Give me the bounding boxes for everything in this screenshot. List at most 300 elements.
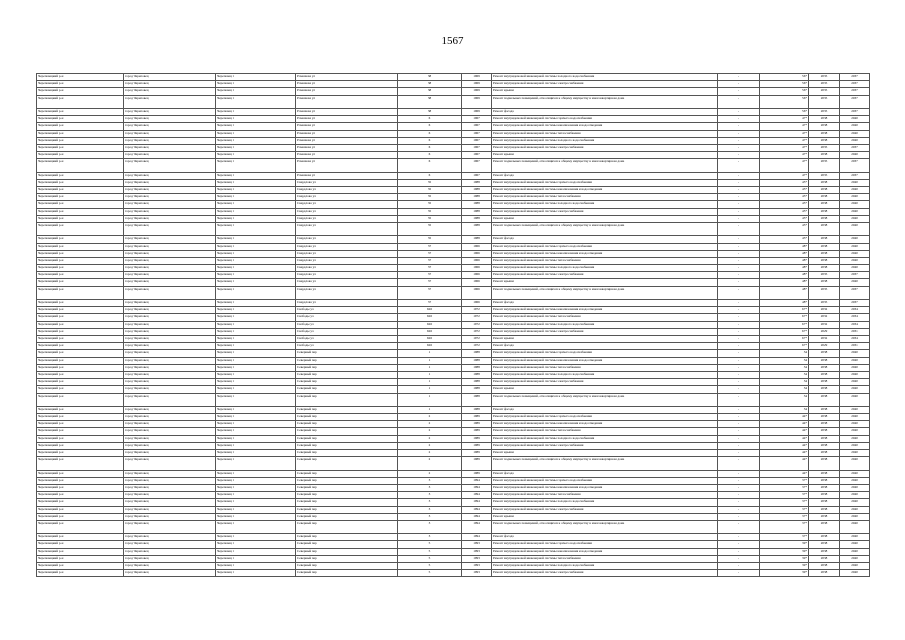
cell-build-year: 1994 — [462, 513, 492, 520]
cell-year-to: 2037 — [840, 144, 870, 151]
cell-year-from: 2038 — [809, 492, 840, 499]
cell-municipality: город Череповец — [124, 215, 216, 222]
cell-settlement: Череповец г — [216, 81, 296, 88]
cell-work-type: Ремонт внутридомовой инженерной системы холодного водоснабжения — [492, 499, 718, 506]
table-row — [37, 520, 870, 533]
cell-street: Свердлова ул — [296, 187, 398, 194]
cell-wear: 45* — [760, 236, 809, 243]
cell-settlement: Череповец г — [216, 172, 296, 179]
cell-house-number: 3 — [398, 499, 462, 506]
table-row — [37, 442, 870, 449]
cell-year-to: 2040 — [840, 379, 870, 386]
cell-work-type: Ремонт внутридомовой инженерной системы холодного водоснабжения — [492, 563, 718, 570]
cell-work-type: Ремонт внутридомовой инженерной системы холодного водоснабжения — [492, 371, 718, 378]
cell-settlement: Череповец г — [216, 406, 296, 413]
cell-year-from: 2038 — [809, 541, 840, 548]
cell-work-type: Ремонт внутридомовой инженерной системы электроснабжения — [492, 144, 718, 151]
cell-dash: - — [718, 208, 760, 215]
cell-year-to: 2040 — [840, 506, 870, 513]
cell-street: Свободы ул — [296, 336, 398, 343]
table-row — [37, 548, 870, 555]
cell-house-number: 1 — [398, 406, 462, 413]
cell-work-type: Ремонт подвальных помещений, относящихся к общему имуществу в многоквартирном доме — [492, 393, 718, 406]
table-row — [37, 379, 870, 386]
cell-wear: 48* — [760, 300, 809, 307]
cell-year-from: 2038 — [809, 208, 840, 215]
cell-municipality: город Череповец — [124, 470, 216, 477]
cell-year-to: 2031 — [840, 343, 870, 350]
table-row — [37, 137, 870, 144]
cell-municipality: город Череповец — [124, 457, 216, 470]
cell-year-from: 2035 — [809, 286, 840, 299]
cell-year-to: 2040 — [840, 435, 870, 442]
cell-year-from: 2032 — [809, 307, 840, 314]
cell-district: Череповецкий р-н — [37, 201, 124, 208]
cell-build-year: 1969 — [462, 88, 492, 95]
cell-settlement: Череповец г — [216, 272, 296, 279]
table-row — [37, 414, 870, 421]
cell-year-to: 2037 — [840, 300, 870, 307]
cell-build-year: 1988 — [462, 222, 492, 235]
cell-house-number: 6 — [398, 137, 462, 144]
table-row — [37, 108, 870, 115]
cell-municipality: город Череповец — [124, 108, 216, 115]
cell-work-type: Ремонт внутридомовой инженерной системы канализования и водоотведения — [492, 187, 718, 194]
table-row — [37, 74, 870, 81]
cell-dash: - — [718, 364, 760, 371]
cell-street: Северный пер — [296, 541, 398, 548]
cell-build-year: 1967 — [462, 152, 492, 159]
cell-street: Северный пер — [296, 555, 398, 562]
cell-year-to: 2040 — [840, 499, 870, 506]
cell-municipality: город Череповец — [124, 74, 216, 81]
cell-wear: 34 — [760, 371, 809, 378]
cell-district: Череповецкий р-н — [37, 144, 124, 151]
cell-build-year: 1993 — [462, 563, 492, 570]
cell-house-number: 6 — [398, 159, 462, 172]
cell-settlement: Череповец г — [216, 243, 296, 250]
cell-work-type: Ремонт внутридомовой инженерной системы холодного водоснабжения — [492, 321, 718, 328]
cell-dash: - — [718, 123, 760, 130]
cell-street: Северный пер — [296, 450, 398, 457]
cell-year-to: 2040 — [840, 450, 870, 457]
cell-dash: - — [718, 314, 760, 321]
cell-build-year: 1989 — [462, 421, 492, 428]
cell-work-type: Ремонт внутридомовой инженерной системы канализования и водоотведения — [492, 357, 718, 364]
cell-dash: - — [718, 279, 760, 286]
cell-dash: - — [718, 265, 760, 272]
cell-wear: 47* — [760, 159, 809, 172]
cell-year-to: 2040 — [840, 350, 870, 357]
table-row — [37, 350, 870, 357]
cell-settlement: Череповец г — [216, 116, 296, 123]
cell-municipality: город Череповец — [124, 555, 216, 562]
cell-year-from: 2038 — [809, 470, 840, 477]
cell-wear: 47* — [760, 144, 809, 151]
cell-house-number: 5 — [398, 563, 462, 570]
cell-street: Северный пер — [296, 421, 398, 428]
cell-wear: 44* — [760, 470, 809, 477]
cell-district: Череповецкий р-н — [37, 179, 124, 186]
cell-year-to: 2034 — [840, 336, 870, 343]
cell-municipality: город Череповец — [124, 286, 216, 299]
cell-build-year: 1988 — [462, 379, 492, 386]
cell-district: Череповецкий р-н — [37, 393, 124, 406]
cell-year-from: 2038 — [809, 534, 840, 541]
cell-work-type: Ремонт крыши — [492, 88, 718, 95]
cell-dash: - — [718, 477, 760, 484]
cell-house-number: 1 — [398, 364, 462, 371]
cell-municipality: город Череповец — [124, 513, 216, 520]
cell-street: Свободы ул — [296, 328, 398, 335]
cell-year-to: 2040 — [840, 364, 870, 371]
cell-year-to: 2040 — [840, 215, 870, 222]
cell-district: Череповецкий р-н — [37, 428, 124, 435]
cell-year-from: 2032 — [809, 336, 840, 343]
cell-year-from: 2038 — [809, 555, 840, 562]
cell-municipality: город Череповец — [124, 371, 216, 378]
cell-dash: - — [718, 406, 760, 413]
cell-year-from: 2038 — [809, 179, 840, 186]
cell-dash: - — [718, 350, 760, 357]
cell-house-number: 35 — [398, 215, 462, 222]
cell-year-from: 2038 — [809, 152, 840, 159]
cell-year-to: 2037 — [840, 95, 870, 108]
cell-year-to: 2040 — [840, 442, 870, 449]
cell-year-from: 2035 — [809, 88, 840, 95]
cell-build-year: 1988 — [462, 386, 492, 393]
cell-year-from: 2038 — [809, 265, 840, 272]
table-row — [37, 328, 870, 335]
cell-settlement: Череповец г — [216, 300, 296, 307]
cell-wear: 37* — [760, 499, 809, 506]
cell-wear: 67* — [760, 307, 809, 314]
cell-district: Череповецкий р-н — [37, 371, 124, 378]
cell-settlement: Череповец г — [216, 513, 296, 520]
table-row — [37, 286, 870, 299]
cell-build-year: 1967 — [462, 159, 492, 172]
cell-dash: - — [718, 457, 760, 470]
cell-district: Череповецкий р-н — [37, 286, 124, 299]
cell-house-number: 35 — [398, 179, 462, 186]
cell-wear: 37* — [760, 506, 809, 513]
cell-dash: - — [718, 236, 760, 243]
cell-street: Свободы ул — [296, 321, 398, 328]
cell-street: Свердлова ул — [296, 222, 398, 235]
cell-work-type: Ремонт внутридомовой инженерной системы теплоснабжения — [492, 364, 718, 371]
cell-house-number: 37 — [398, 257, 462, 264]
cell-settlement: Череповец г — [216, 520, 296, 533]
cell-municipality: город Череповец — [124, 442, 216, 449]
cell-house-number: 3 — [398, 534, 462, 541]
cell-year-from: 2038 — [809, 364, 840, 371]
cell-year-from: 2038 — [809, 379, 840, 386]
cell-street: Северный пер — [296, 406, 398, 413]
cell-dash: - — [718, 172, 760, 179]
cell-district: Череповецкий р-н — [37, 343, 124, 350]
cell-street: Северный пер — [296, 513, 398, 520]
table-row — [37, 272, 870, 279]
cell-build-year: 1967 — [462, 172, 492, 179]
cell-year-to: 2040 — [840, 265, 870, 272]
cell-settlement: Череповец г — [216, 484, 296, 491]
cell-settlement: Череповец г — [216, 201, 296, 208]
cell-year-to: 2034 — [840, 321, 870, 328]
cell-year-from: 2038 — [809, 393, 840, 406]
cell-municipality: город Череповец — [124, 222, 216, 235]
cell-wear: 48* — [760, 257, 809, 264]
cell-house-number: 35 — [398, 194, 462, 201]
cell-work-type: Ремонт фасада — [492, 236, 718, 243]
cell-district: Череповецкий р-н — [37, 236, 124, 243]
cell-build-year: 1994 — [462, 506, 492, 513]
cell-year-to: 2040 — [840, 520, 870, 533]
cell-dash: - — [718, 541, 760, 548]
cell-street: Северный пер — [296, 442, 398, 449]
cell-build-year: 1969 — [462, 81, 492, 88]
cell-dash: - — [718, 492, 760, 499]
cell-year-from: 2038 — [809, 257, 840, 264]
cell-house-number: 3 — [398, 492, 462, 499]
cell-district: Череповецкий р-н — [37, 215, 124, 222]
table-row — [37, 194, 870, 201]
cell-wear: 39* — [760, 570, 809, 577]
cell-wear: 34 — [760, 379, 809, 386]
cell-house-number: 5 — [398, 570, 462, 577]
cell-street: Северный пер — [296, 570, 398, 577]
table-row — [37, 435, 870, 442]
cell-year-to: 2040 — [840, 116, 870, 123]
cell-wear: 67* — [760, 314, 809, 321]
cell-house-number: 3 — [398, 484, 462, 491]
table-row — [37, 513, 870, 520]
cell-year-from: 2038 — [809, 386, 840, 393]
cell-work-type: Ремонт внутридомовой инженерной системы электроснабжения — [492, 379, 718, 386]
cell-settlement: Череповец г — [216, 450, 296, 457]
cell-work-type: Ремонт внутридомовой инженерной системы теплоснабжения — [492, 492, 718, 499]
cell-year-from: 2038 — [809, 450, 840, 457]
cell-dash: - — [718, 137, 760, 144]
cell-work-type: Ремонт внутридомовой инженерной системы электроснабжения — [492, 81, 718, 88]
cell-dash: - — [718, 201, 760, 208]
cell-district: Череповецкий р-н — [37, 499, 124, 506]
cell-build-year: 1994 — [462, 492, 492, 499]
cell-street: Свердлова ул — [296, 279, 398, 286]
cell-municipality: город Череповец — [124, 321, 216, 328]
cell-wear: 37* — [760, 520, 809, 533]
cell-year-from: 2038 — [809, 506, 840, 513]
cell-municipality: город Череповец — [124, 179, 216, 186]
cell-municipality: город Череповец — [124, 300, 216, 307]
cell-municipality: город Череповец — [124, 208, 216, 215]
cell-settlement: Череповец г — [216, 548, 296, 555]
cell-settlement: Череповец г — [216, 570, 296, 577]
cell-build-year: 1969 — [462, 74, 492, 81]
cell-wear: 48* — [760, 243, 809, 250]
cell-municipality: город Череповец — [124, 307, 216, 314]
cell-municipality: город Череповец — [124, 172, 216, 179]
cell-build-year: 1966 — [462, 243, 492, 250]
cell-work-type: Ремонт крыши — [492, 386, 718, 393]
page-number: 1567 — [441, 35, 464, 47]
cell-work-type: Ремонт крыши — [492, 152, 718, 159]
cell-build-year: 1988 — [462, 179, 492, 186]
cell-build-year: 1994 — [462, 520, 492, 533]
cell-street: Ромашова ул — [296, 152, 398, 159]
cell-street: Свердлова ул — [296, 208, 398, 215]
cell-year-from: 2035 — [809, 95, 840, 108]
cell-work-type: Ремонт внутридомовой инженерной системы горячего водоснабжения — [492, 414, 718, 421]
cell-build-year: 1972 — [462, 336, 492, 343]
cell-municipality: город Череповец — [124, 328, 216, 335]
cell-municipality: город Череповец — [124, 279, 216, 286]
cell-dash: - — [718, 215, 760, 222]
cell-municipality: город Череповец — [124, 343, 216, 350]
cell-house-number: 35 — [398, 222, 462, 235]
cell-district: Череповецкий р-н — [37, 421, 124, 428]
table-row — [37, 201, 870, 208]
cell-year-to: 2040 — [840, 428, 870, 435]
cell-year-to: 2040 — [840, 570, 870, 577]
cell-settlement: Череповец г — [216, 357, 296, 364]
cell-year-to: 2037 — [840, 81, 870, 88]
cell-dash: - — [718, 357, 760, 364]
cell-settlement: Череповец г — [216, 187, 296, 194]
table-row — [37, 406, 870, 413]
cell-municipality: город Череповец — [124, 406, 216, 413]
table-body — [37, 74, 870, 577]
cell-municipality: город Череповец — [124, 520, 216, 533]
cell-dash: - — [718, 371, 760, 378]
table-row — [37, 172, 870, 179]
cell-house-number: 6 — [398, 130, 462, 137]
table-row — [37, 343, 870, 350]
cell-work-type: Ремонт крыши — [492, 215, 718, 222]
cell-dash: - — [718, 470, 760, 477]
cell-year-to: 2040 — [840, 279, 870, 286]
cell-district: Череповецкий р-н — [37, 321, 124, 328]
cell-settlement: Череповец г — [216, 321, 296, 328]
cell-settlement: Череповец г — [216, 492, 296, 499]
cell-year-from: 2038 — [809, 406, 840, 413]
cell-year-to: 2040 — [840, 555, 870, 562]
cell-build-year: 1988 — [462, 194, 492, 201]
cell-street: Свердлова ул — [296, 272, 398, 279]
cell-dash: - — [718, 499, 760, 506]
cell-dash: - — [718, 321, 760, 328]
cell-build-year: 1989 — [462, 470, 492, 477]
cell-settlement: Череповец г — [216, 95, 296, 108]
cell-year-from: 2035 — [809, 108, 840, 115]
cell-build-year: 1989 — [462, 442, 492, 449]
cell-municipality: город Череповец — [124, 257, 216, 264]
cell-street: Северный пер — [296, 477, 398, 484]
cell-street: Свободы ул — [296, 307, 398, 314]
cell-dash: - — [718, 307, 760, 314]
cell-settlement: Череповец г — [216, 364, 296, 371]
cell-work-type: Ремонт фасада — [492, 108, 718, 115]
cell-year-to: 2040 — [840, 137, 870, 144]
cell-wear: 48* — [760, 265, 809, 272]
cell-house-number: 3 — [398, 477, 462, 484]
cell-build-year: 1972 — [462, 328, 492, 335]
cell-wear: 34 — [760, 386, 809, 393]
cell-municipality: город Череповец — [124, 187, 216, 194]
cell-wear: 45* — [760, 208, 809, 215]
cell-wear: 48* — [760, 286, 809, 299]
table-row — [37, 457, 870, 470]
cell-house-number: 1 — [398, 357, 462, 364]
cell-dash: - — [718, 187, 760, 194]
cell-wear: 48* — [760, 272, 809, 279]
cell-wear: 37* — [760, 484, 809, 491]
cell-house-number: 37 — [398, 265, 462, 272]
cell-build-year: 1988 — [462, 357, 492, 364]
cell-district: Череповецкий р-н — [37, 314, 124, 321]
cell-work-type: Ремонт внутридомовой инженерной системы теплоснабжения — [492, 314, 718, 321]
cell-settlement: Череповец г — [216, 328, 296, 335]
cell-house-number: 38 — [398, 95, 462, 108]
cell-year-from: 2038 — [809, 215, 840, 222]
cell-wear: 37* — [760, 477, 809, 484]
cell-work-type: Ремонт внутридомовой инженерной системы горячего водоснабжения — [492, 350, 718, 357]
cell-year-to: 2040 — [840, 243, 870, 250]
cell-street: Северный пер — [296, 371, 398, 378]
cell-municipality: город Череповец — [124, 570, 216, 577]
cell-house-number: 5 — [398, 541, 462, 548]
cell-district: Череповецкий р-н — [37, 357, 124, 364]
cell-street: Ромашова ул — [296, 130, 398, 137]
cell-street: Ромашова ул — [296, 159, 398, 172]
cell-work-type: Ремонт фасада — [492, 470, 718, 477]
cell-house-number: 37 — [398, 272, 462, 279]
cell-wear: 56* — [760, 108, 809, 115]
table-row — [37, 492, 870, 499]
cell-house-number: 626 — [398, 336, 462, 343]
cell-year-from: 2038 — [809, 123, 840, 130]
cell-year-to: 2040 — [840, 371, 870, 378]
cell-district: Череповецкий р-н — [37, 450, 124, 457]
cell-wear: 44* — [760, 421, 809, 428]
cell-district: Череповецкий р-н — [37, 563, 124, 570]
cell-work-type: Ремонт фасада — [492, 534, 718, 541]
cell-year-from: 2038 — [809, 442, 840, 449]
cell-municipality: город Череповец — [124, 506, 216, 513]
cell-house-number: 1 — [398, 386, 462, 393]
cell-dash: - — [718, 506, 760, 513]
cell-settlement: Череповец г — [216, 393, 296, 406]
cell-street: Северный пер — [296, 364, 398, 371]
cell-dash: - — [718, 393, 760, 406]
cell-settlement: Череповец г — [216, 442, 296, 449]
cell-settlement: Череповец г — [216, 386, 296, 393]
cell-build-year: 1988 — [462, 371, 492, 378]
table-row — [37, 265, 870, 272]
cell-municipality: город Череповец — [124, 477, 216, 484]
cell-wear: 34 — [760, 357, 809, 364]
cell-wear: 34 — [760, 364, 809, 371]
cell-settlement: Череповец г — [216, 250, 296, 257]
cell-district: Череповецкий р-н — [37, 74, 124, 81]
cell-year-to: 2034 — [840, 314, 870, 321]
cell-year-from: 2035 — [809, 272, 840, 279]
cell-municipality: город Череповец — [124, 265, 216, 272]
cell-work-type: Ремонт крыши — [492, 279, 718, 286]
cell-wear: 44* — [760, 442, 809, 449]
cell-settlement: Череповец г — [216, 130, 296, 137]
cell-settlement: Череповец г — [216, 88, 296, 95]
cell-dash: - — [718, 513, 760, 520]
